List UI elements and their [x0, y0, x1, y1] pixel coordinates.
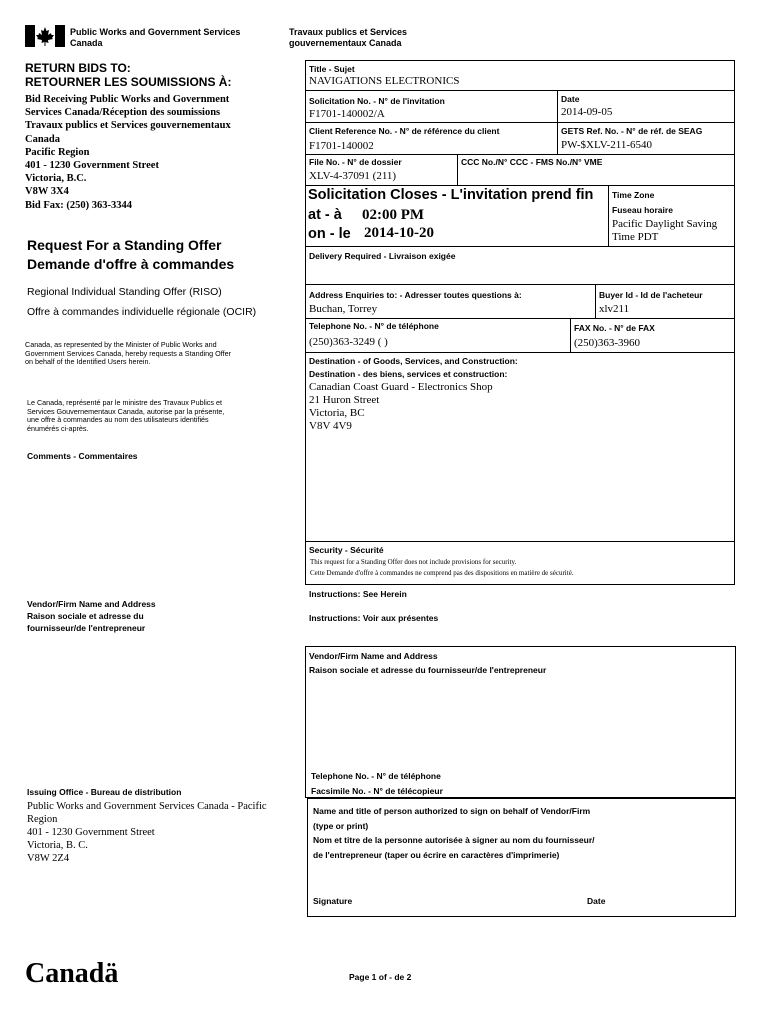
time-zone-label-fr: Fuseau horaire: [612, 205, 673, 215]
request-paragraph-fr: Le Canada, représenté par le ministre des Travaux Publics et Services Gouvernementaux Canada, autorise par la présente, une offre à commandes au nom des utilisateurs identifiés énumérés ci-après.: [27, 398, 225, 433]
signature-label: Signature: [313, 896, 353, 906]
file-number-label: File No. - N° de dossier: [309, 157, 402, 167]
request-subtitle: Regional Individual Standing Offer (RISO) Offre à commandes individuelle régionale (OCIR): [27, 286, 257, 318]
vendor-left-label: Vendor/Firm Name and Address Raison sociale et adresse du fournisseur/de l'entrepreneur: [27, 599, 156, 633]
issuing-office-address: Public Works and Government Services Canada - Pacific Region 401 - 1230 Government Street Victoria, B. C. V8W 2Z4: [27, 801, 267, 864]
title-label: Title - Sujet: [309, 64, 355, 74]
gets-ref-value: PW-$XLV-211-6540: [561, 139, 653, 151]
return-bids-address: Bid Receiving Public Works and Government Services Canada/Réception des soumissions Travaux publics et Services gouvernementaux Canada Pacific Region 401 - 1230 Government Street Victoria, B.C. V8W 3X4 Bid Fax: (250) 363-3344: [25, 94, 231, 211]
time-zone-value: Pacific Daylight Saving Time PDT: [612, 218, 718, 243]
vendor-facsimile-label: Facsimile No. - N° de télécopieur: [311, 786, 443, 796]
instructions-fr: Instructions: Voir aux présentes: [309, 613, 439, 623]
closes-at-label: at - à: [308, 207, 342, 223]
vendor-telephone-label: Telephone No. - N° de téléphone: [311, 771, 441, 781]
destination-label: Destination - of Goods, Services, and Construction: Destination - des biens, services et construction:: [309, 356, 518, 379]
signature-date-label: Date: [587, 896, 606, 906]
closes-at-value: 02:00 PM: [362, 207, 425, 223]
delivery-required-label: Delivery Required - Livraison exigée: [309, 251, 456, 261]
closes-on-label: on - le: [308, 226, 351, 242]
vendor-name-label: Vendor/Firm Name and Address: [309, 651, 438, 661]
client-reference-label: Client Reference No. - N° de référence du client: [309, 126, 500, 136]
request-paragraph-en: Canada, as represented by the Minister of Public Works and Government Services Canada, hereby requests a Standing Offer on behalf of the Identified Users herein.: [25, 340, 232, 366]
request-title: Request For a Standing Offer Demande d'offre à commandes: [27, 237, 235, 272]
solicitation-closes-label: Solicitation Closes - L'invitation prend fin: [308, 187, 594, 203]
destination-address: Canadian Coast Guard - Electronics Shop 21 Huron Street Victoria, BC V8V 4V9: [309, 381, 493, 432]
title-value: NAVIGATIONS ELECTRONICS: [309, 75, 460, 87]
instructions-en: Instructions: See Herein: [309, 589, 407, 599]
canada-wordmark: Canadä: [25, 958, 119, 989]
return-bids-title: RETURN BIDS TO: RETOURNER LES SOUMISSIONS À:: [25, 61, 232, 89]
client-reference-value: F1701-140002: [309, 140, 374, 152]
date-value: 2014-09-05: [561, 106, 613, 118]
time-zone-label: Time Zone: [612, 190, 655, 200]
security-text: This request for a Standing Offer does not include provisions for security. Cette Demande d'offre à commandes ne comprend pas des dispositions en matière de sécurité.: [310, 558, 574, 577]
solicitation-label: Solicitation No. - N° de l'invitation: [309, 96, 445, 106]
page-number: Page 1 of - de 2: [349, 972, 412, 982]
closes-on-value: 2014-10-20: [364, 225, 434, 241]
department-name-fr: Travaux publics et Services gouvernementaux Canada: [289, 27, 408, 48]
buyer-id-label: Buyer Id - Id de l'acheteur: [599, 290, 703, 300]
gets-ref-label: GETS Ref. No. - N° de réf. de SEAG: [561, 126, 703, 136]
comments-label: Comments - Commentaires: [27, 451, 138, 461]
canada-flag-icon: [25, 25, 65, 47]
telephone-label: Telephone No. - N° de téléphone: [309, 321, 439, 331]
date-label: Date: [561, 94, 580, 104]
buyer-id-value: xlv211: [599, 303, 630, 315]
security-label: Security - Sécurité: [309, 545, 384, 555]
fax-label: FAX No. - N° de FAX: [574, 323, 655, 333]
fax-value: (250)363-3960: [574, 337, 640, 349]
vendor-name-label-fr: Raison sociale et adresse du fournisseur/de l'entrepreneur: [309, 665, 547, 675]
authorized-person-label: Name and title of person authorized to sign on behalf of Vendor/Firm (type or print) Nom et titre de la personne autorisée à signer au nom du fournisseur/ de l'entrepreneur (taper ou écrire en caractères d'imprimerie): [313, 806, 595, 860]
address-enquiries-label: Address Enquiries to: - Adresser toutes questions à:: [309, 290, 522, 300]
issuing-office-label: Issuing Office - Bureau de distribution: [27, 787, 182, 797]
department-name-en: Public Works and Government Services Canada: [70, 27, 241, 48]
solicitation-value: F1701-140002/A: [309, 108, 385, 120]
address-enquiries-value: Buchan, Torrey: [309, 303, 378, 315]
telephone-value: (250)363-3249 ( ): [309, 336, 388, 348]
ccc-number-label: CCC No./N° CCC - FMS No./N° VME: [461, 157, 603, 167]
file-number-value: XLV-4-37091 (211): [309, 170, 397, 182]
